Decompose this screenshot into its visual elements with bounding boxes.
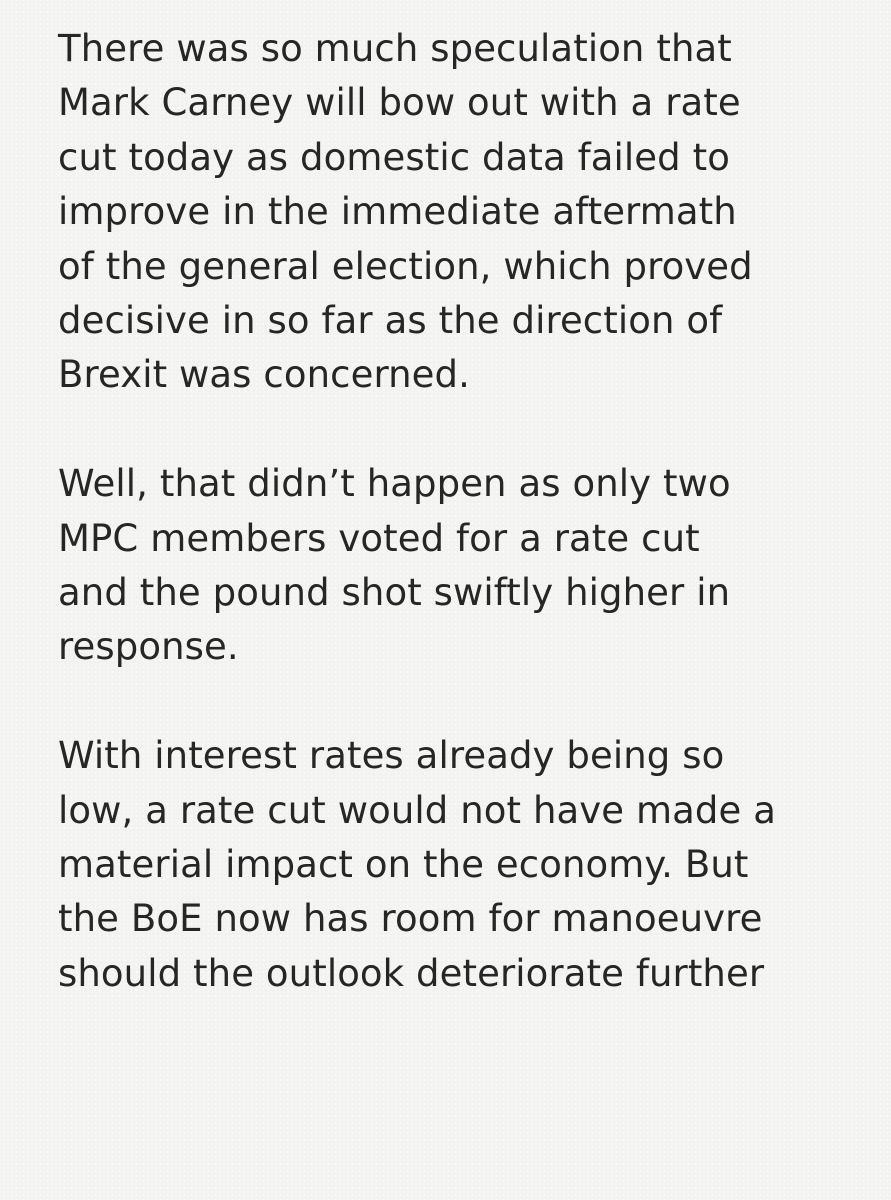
text-line: Well, that didn’t happen as only two bbox=[58, 462, 731, 506]
text-line: and the pound shot swiftly higher in bbox=[58, 571, 731, 615]
text-line: With interest rates already being so bbox=[58, 734, 725, 778]
text-line: Mark Carney will bow out with a rate bbox=[58, 81, 741, 125]
text-line: cut today as domestic data failed to bbox=[58, 135, 730, 179]
paragraph-mpc-vote bbox=[58, 457, 858, 675]
paragraph-interest-rates bbox=[58, 729, 858, 1001]
text-line: MPC members voted for a rate cut bbox=[58, 516, 700, 560]
text-line: material impact on the economy. But bbox=[58, 843, 749, 887]
text-line: of the general election, which proved bbox=[58, 244, 753, 288]
paragraph-carney-speculation bbox=[58, 22, 858, 403]
note-body bbox=[58, 22, 858, 1001]
text-line: Brexit was concerned. bbox=[58, 353, 470, 397]
text-line: low, a rate cut would not have made a bbox=[58, 788, 776, 832]
text-line: decisive in so far as the direction of bbox=[58, 299, 723, 343]
text-line: improve in the immediate aftermath bbox=[58, 190, 737, 234]
text-line: There was so much speculation that bbox=[58, 27, 732, 70]
text-line: should the outlook deteriorate further bbox=[58, 951, 765, 995]
text-line: response. bbox=[58, 625, 239, 669]
text-line: the BoE now has room for manoeuvre bbox=[58, 897, 763, 941]
